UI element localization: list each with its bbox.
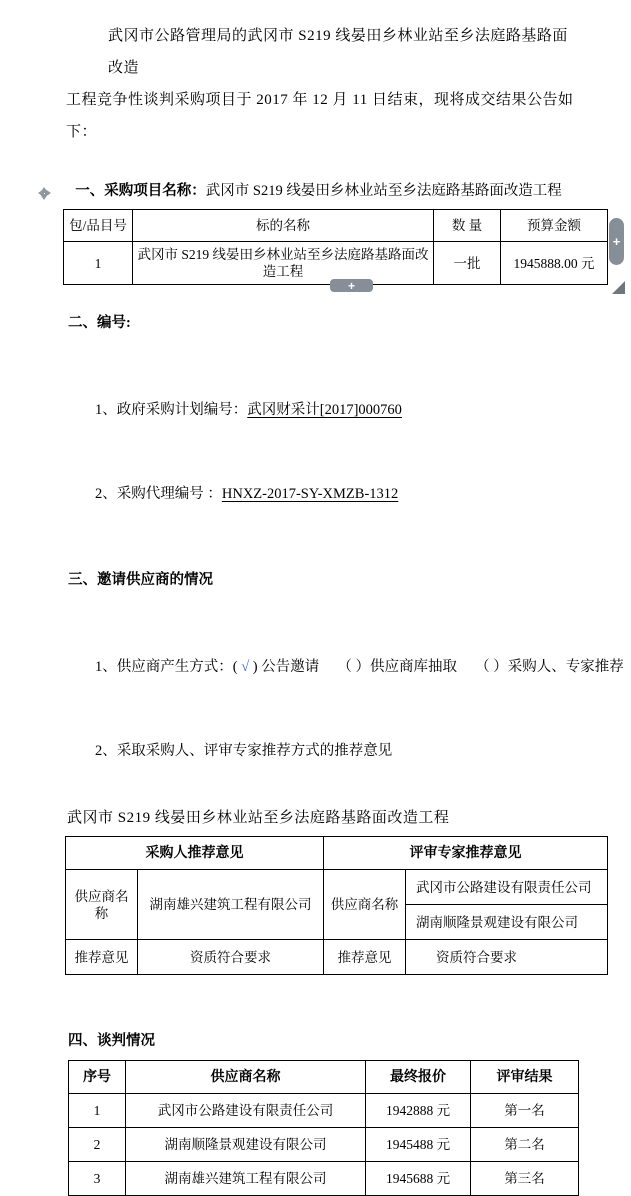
right-supplier-label: 供应商名称 xyxy=(324,870,406,940)
right-supplier-name-2: 湖南顺隆景观建设有限公司 xyxy=(406,905,608,940)
procurement-item-table xyxy=(63,209,608,285)
intro-paragraph xyxy=(66,20,578,148)
plan-number-label: 1、政府采购计划编号： xyxy=(95,402,248,418)
right-opinion-label: 推荐意见 xyxy=(324,940,406,975)
add-column-button[interactable] xyxy=(609,218,624,265)
col-header-final-price: 最终报价 xyxy=(366,1061,471,1094)
cell-supplier: 湖南雄兴建筑工程有限公司 xyxy=(126,1162,366,1196)
cell-budget: 1945888.00 元 xyxy=(501,242,608,285)
cell-final-price: 1942888 元 xyxy=(366,1094,471,1128)
table-header-row xyxy=(64,210,608,242)
right-supplier-name-1: 武冈市公路建设有限责任公司 xyxy=(406,870,608,905)
cell-review-result: 第二名 xyxy=(471,1128,579,1162)
plan-number-line xyxy=(95,396,631,424)
supplier-method-line xyxy=(95,653,631,681)
plan-number-value: 武冈财采计[2017]000760 xyxy=(247,402,402,418)
cell-seq: 2 xyxy=(69,1128,126,1162)
negotiation-result-table xyxy=(68,1060,579,1196)
table-row xyxy=(69,1094,579,1128)
col-header-budget: 预算金额 xyxy=(501,210,608,242)
col-header-review-result: 评审结果 xyxy=(471,1061,579,1094)
section1-heading xyxy=(68,162,631,200)
cell-supplier: 湖南顺隆景观建设有限公司 xyxy=(126,1128,366,1162)
agency-number-value: HNXZ-2017-SY-XMZB-1312 xyxy=(221,486,399,502)
left-supplier-name: 湖南雄兴建筑工程有限公司 xyxy=(138,870,324,940)
plus-icon: + xyxy=(347,278,355,293)
cell-quantity: 一批 xyxy=(434,242,501,285)
table-row xyxy=(69,1162,579,1196)
section4-heading: 四、谈判情况 xyxy=(68,1033,155,1049)
col-header-package-no: 包/品目号 xyxy=(64,210,133,242)
left-opinion-label: 推荐意见 xyxy=(66,940,138,975)
section2-items xyxy=(95,340,631,536)
intro-line-2: 工程竞争性谈判采购项目于 2017 年 12 月 11 日结束，现将成交结果公告如下： xyxy=(66,92,574,140)
section1-heading-value: 武冈市 S219 线晏田乡林业站至乡法庭路基路面改造工程 xyxy=(205,183,562,199)
recommendation-line: 2、采取采购人、评审专家推荐方式的推荐意见 xyxy=(95,743,393,759)
col-header-seq: 序号 xyxy=(69,1061,126,1094)
left-supplier-label: 供应商名称 xyxy=(66,870,138,940)
supplier-method-options: ) 公告邀请 （ ）供应商库抽取 （ ）采购人、专家推荐 xyxy=(249,659,624,675)
purchaser-opinion-header: 采购人推荐意见 xyxy=(66,837,324,870)
section3-items xyxy=(95,597,631,793)
col-header-supplier: 供应商名称 xyxy=(126,1061,366,1094)
project-name-line: 武冈市 S219 线晏田乡林业站至乡法庭路基路面改造工程 xyxy=(67,810,450,826)
table-header-row xyxy=(69,1061,579,1094)
right-opinion-value: 资质符合要求 xyxy=(406,940,608,975)
col-header-quantity: 数 量 xyxy=(434,210,501,242)
agency-number-label: 2、采购代理编号 ： xyxy=(95,486,222,502)
plus-icon: + xyxy=(612,234,621,249)
col-header-subject-name: 标的名称 xyxy=(133,210,434,242)
cell-review-result: 第三名 xyxy=(471,1162,579,1196)
procurement-item-table-wrap xyxy=(63,209,621,293)
section2-heading: 二、编号: xyxy=(68,315,131,331)
add-row-button[interactable] xyxy=(330,279,373,292)
table-move-handle-icon[interactable] xyxy=(36,185,53,202)
cell-subject-name: 武冈市 S219 线晏田乡林业站至乡法庭路基路面改造工程 xyxy=(133,242,434,285)
cell-supplier: 武冈市公路建设有限责任公司 xyxy=(126,1094,366,1128)
cell-final-price: 1945488 元 xyxy=(366,1128,471,1162)
agency-number-line xyxy=(95,480,631,508)
table-resize-handle[interactable] xyxy=(612,281,625,294)
expert-opinion-header: 评审专家推荐意见 xyxy=(324,837,608,870)
section3-heading: 三、邀请供应商的情况 xyxy=(68,572,213,588)
section1-heading-label: 一、采购项目名称： xyxy=(75,183,206,199)
cell-review-result: 第一名 xyxy=(471,1094,579,1128)
supplier-method-prefix: 1、供应商产生方式：( xyxy=(95,659,242,675)
intro-line-1: 武冈市公路管理局的武冈市 S219 线晏田乡林业站至乡法庭路基路面改造 xyxy=(108,28,568,76)
cell-seq: 3 xyxy=(69,1162,126,1196)
cell-package-no: 1 xyxy=(64,242,133,285)
recommendation-table xyxy=(65,836,608,975)
cell-seq: 1 xyxy=(69,1094,126,1128)
left-opinion-value: 资质符合要求 xyxy=(138,940,324,975)
cell-final-price: 1945688 元 xyxy=(366,1162,471,1196)
check-mark-icon: √ xyxy=(241,659,250,675)
table-row xyxy=(69,1128,579,1162)
